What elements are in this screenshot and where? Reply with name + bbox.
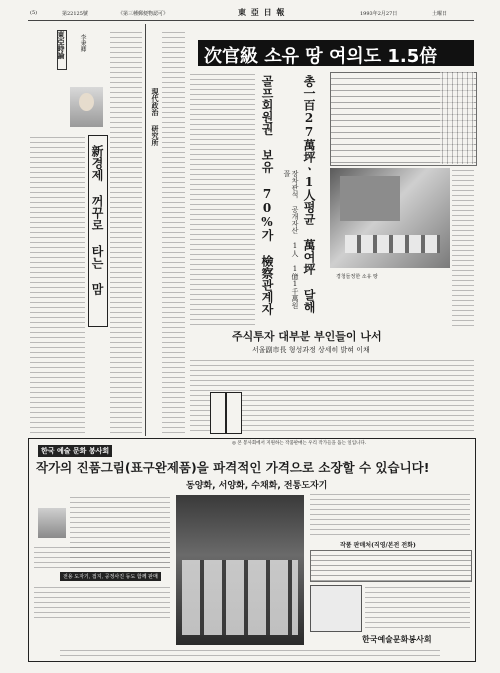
ad-left-text-2 [34,545,170,570]
page-number: (5) [30,10,38,16]
ad-subheadline: 동양화, 서양화, 수채화, 전통도자기 [186,481,328,491]
ad-artist-photo [38,508,66,538]
column-title: 新경제 꺼꾸로 타는 맘 [90,145,104,295]
publisher-note: 《第三種郵便物認可》 [118,11,169,17]
column-tag-text: 東亞時論 [57,31,66,59]
ad-right-text [310,492,470,537]
vertical-subhead: 장차관석 공개자산 1人 1億1千萬원꼴 [283,170,299,309]
ad-footer-org: 한국예술문화봉사회 [362,634,432,644]
issue-weekday: 土曜日 [432,11,448,17]
ad-gallery-frames [182,560,298,635]
header-rule [28,20,474,21]
photo-caption: 경청들정한 소유 땅 [336,274,378,280]
inline-box [210,392,226,434]
ad-map [310,585,362,632]
left-column-rule [145,24,146,436]
side-vertical-heading: 現代政治 研究所 [151,88,160,146]
banner-title: 次官級 소유 땅 여의도 1.5倍 [204,46,438,67]
subhead: 주식투자 대부분 부인들이 나서 [232,330,382,343]
photo-building [340,176,400,221]
issue-date: 1993年2月27日 [360,11,398,17]
paper-name: 東 亞 日 報 [238,7,286,17]
ad-price-table [310,550,472,582]
ad-contact-text [365,585,470,630]
article-body-left [190,72,255,327]
ad-footer-line [60,648,440,656]
column-body [30,135,85,435]
ad-badge: 전용 도자기, 접지, 공정사진 등도 함께 판매 [60,572,161,581]
issue-number: 第22125號 [62,11,88,17]
right-column-body [452,168,474,328]
ad-notice: ◎ 본 봉사회에서 지원하는 작품판매는 우리 작가들을 돕는 일입니다. [232,441,367,446]
subhead-2: 서울副市長 형성과정 상세히 밝혀 이채 [252,346,370,354]
author-portrait-face [79,93,94,111]
vertical-headline-main: 골프회원권 보유 70%가 檢察관계자 [260,75,274,315]
ad-left-text-3 [34,585,170,620]
ad-org-tag: 한국 예술 문화 봉사회 [38,445,112,457]
vertical-headline-2: 총一百27萬坪ㆍ1人평균 萬여坪 달해 [302,75,316,313]
column2-body [110,30,142,435]
ad-info-title: 작품 판매처(직영/본전 전화) [340,542,416,549]
ad-headline: 작가의 진품그림(표구완제품)을 파격적인 가격으로 소장할 수 있습니다! [36,460,430,475]
column-author-label: 李秉卿 [79,34,86,52]
column3-body [162,30,185,435]
table-columns [440,72,474,164]
inline-box-2 [226,392,242,434]
photo-cars [345,235,440,253]
